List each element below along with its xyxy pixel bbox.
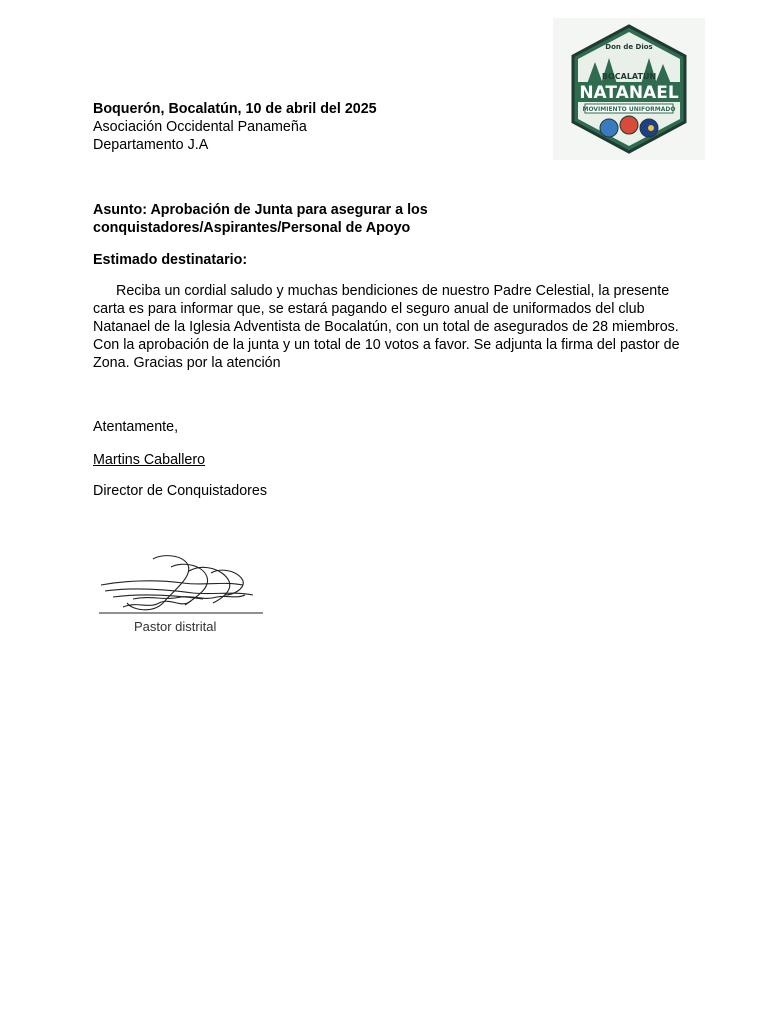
signer-name: Martins Caballero (93, 452, 206, 468)
body-line-4: Con la aprobación de la junta y un total de 10 votos a favor. Se adjunta la firma del pastor de (93, 337, 680, 353)
body-line-1: Reciba un cordial saludo y muchas bendiciones de nuestro Padre Celestial, la presente (116, 283, 670, 299)
date-line: Boquerón, Bocalatún, 10 de abril del 2025 (93, 101, 377, 117)
logo-top-text: Don de Dios (605, 43, 653, 51)
body-line-3: Natanael de la Iglesia Adventista de Bocalatún, con un total de asegurados de 28 miembros. (93, 319, 679, 335)
logo-motto: MOVIMIENTO UNIFORMADO (582, 106, 676, 113)
recipient-dept: Departamento J.A (93, 137, 209, 153)
subject-line-2: conquistadores/Aspirantes/Personal de Apoyo (93, 220, 411, 236)
logo-place: BOCALATÚN (601, 72, 657, 81)
closing: Atentamente, (93, 419, 179, 435)
body-line-2: carta es para informar que, se estará pagando el seguro anual de uniformados del club (93, 301, 645, 317)
body-paragraph (93, 282, 693, 372)
recipient-org: Asociación Occidental Panameña (93, 119, 307, 135)
salutation: Estimado destinatario: (93, 252, 248, 268)
subject-line-1: Asunto: Aprobación de Junta para asegurar a los (93, 202, 428, 218)
body-line-5: Zona. Gracias por la atención (93, 355, 281, 371)
club-logo (553, 18, 705, 160)
logo-name: NATANAEL (579, 83, 679, 103)
signature-label: Pastor distrital (134, 619, 217, 634)
signer-title: Director de Conquistadores (93, 483, 268, 499)
